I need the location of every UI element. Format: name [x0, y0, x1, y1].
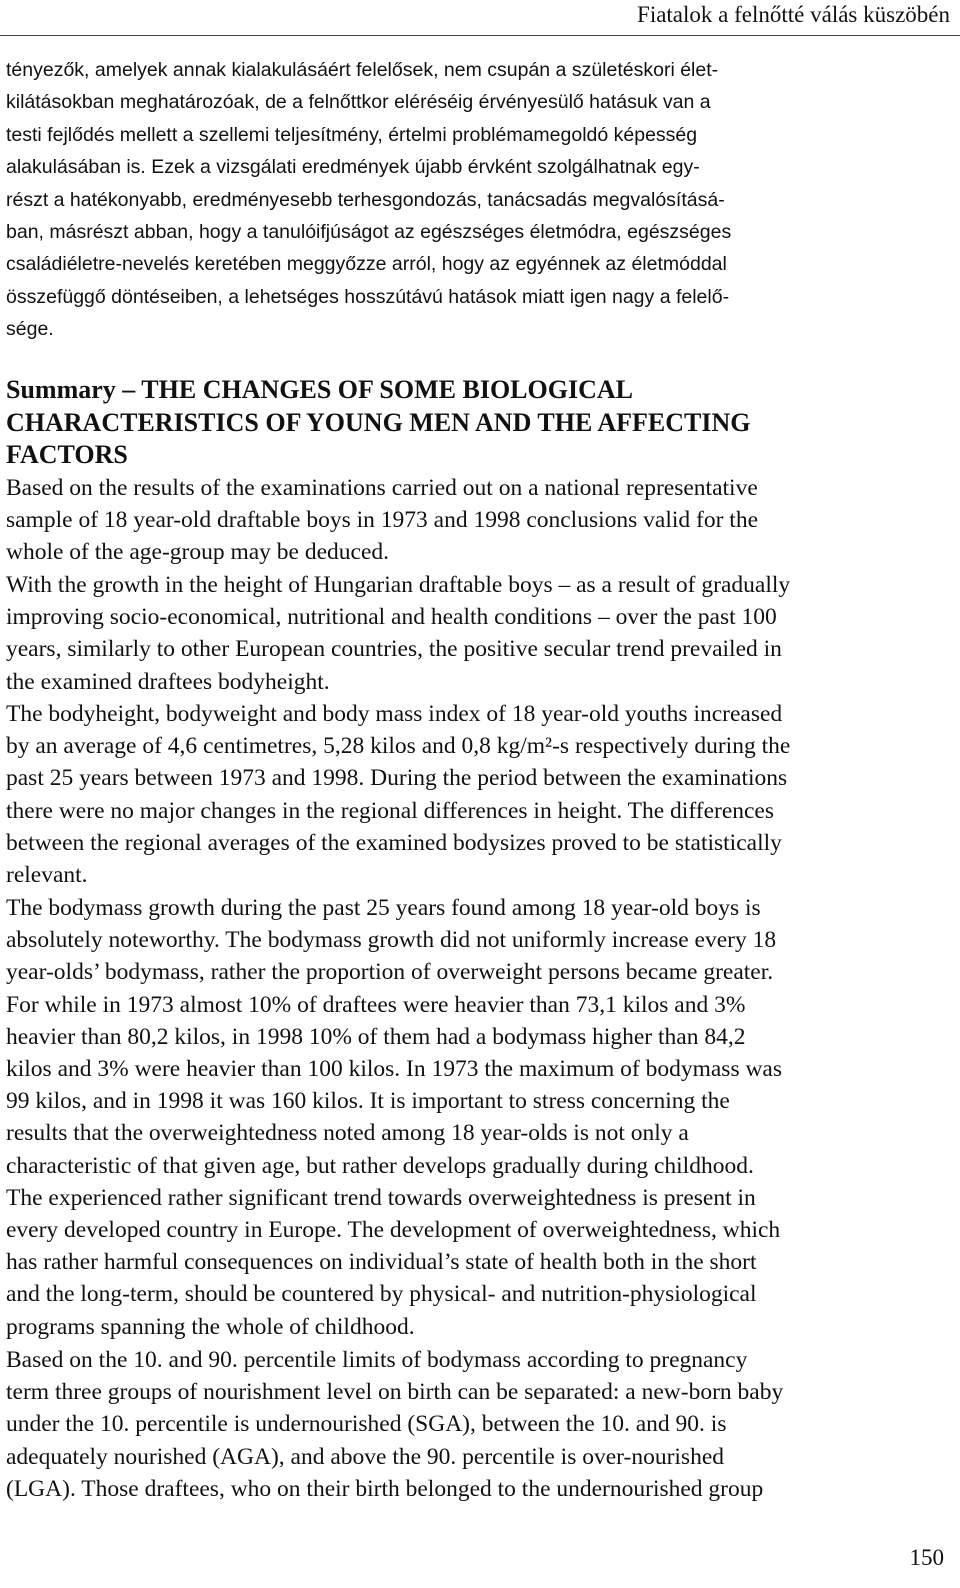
text-line: improving socio-economical, nutritional and health conditions – over the past 100 — [6, 604, 777, 631]
text-line: részt a hatékonyabb, eredményesebb terhesgondozás, tanácsadás megvalósításá- — [6, 188, 725, 211]
text-line: whole of the age-group may be deduced. — [6, 539, 390, 566]
heading-line: Summary – THE CHANGES OF SOME BIOLOGICAL — [6, 375, 633, 404]
text-line: between the regional averages of the examined bodysizes proved to be statistically — [6, 829, 782, 856]
text-line: adequately nourished (AGA), and above the 90. percentile is over-nourished — [6, 1443, 725, 1470]
text-line: összefüggő döntéseiben, a lehetséges hosszútávú hatások miatt igen nagy a felelő- — [6, 285, 730, 308]
text-line: Based on the 10. and 90. percentile limits of bodymass according to pregnancy — [6, 1347, 748, 1373]
page-number: 150 — [909, 1545, 944, 1570]
heading-line: CHARACTERISTICS OF YOUNG MEN AND THE AFFECTING — [6, 407, 751, 437]
text-line: year-olds’ bodymass, rather the proportion of overweight persons became greater. — [6, 959, 774, 986]
text-line: ban, másrészt abban, hogy a tanulóifjúságot az egészséges életmódra, egészséges — [6, 221, 732, 244]
text-line: (LGA). Those draftees, who on their birth belonged to the undernourished group — [6, 1475, 764, 1502]
text-line: The experienced rather significant trend towards overweightedness is present in — [6, 1184, 756, 1211]
text-line: kilátásokban meghatározóak, de a felnőttkor eléréséig érvényesülő hatásuk van a — [6, 91, 711, 114]
text-line: The bodyheight, bodyweight and body mass index of 18 year-old youths increased — [6, 701, 783, 727]
hungarian-paragraph — [6, 54, 950, 346]
summary-paragraph-3 — [6, 698, 950, 891]
running-head-text: Fiatalok a felnőtté válás küszöbén — [637, 2, 950, 27]
text-line: testi fejlődés mellett a szellemi teljesítmény, értelmi problémamegoldó képesség — [6, 123, 698, 146]
text-line: relevant. — [6, 862, 88, 889]
text-line: has rather harmful consequences on individual’s state of health both in the short — [6, 1249, 757, 1276]
text-line: every developed country in Europe. The development of overweightedness, which — [6, 1217, 781, 1244]
text-line: 99 kilos, and in 1998 it was 160 kilos. It is important to stress concerning the — [6, 1088, 730, 1115]
summary-paragraph-5 — [6, 1344, 950, 1505]
text-line: characteristic of that given age, but rather develops gradually during childhood. — [6, 1152, 754, 1179]
text-line: and the long-term, should be countered by physical- and nutrition-physiological — [6, 1281, 757, 1308]
text-line: The bodymass growth during the past 25 years found among 18 year-old boys is — [6, 895, 761, 921]
text-line: sample of 18 year-old draftable boys in 1973 and 1998 conclusions valid for the — [6, 507, 758, 534]
text-line: results that the overweightedness noted among 18 year-olds is not only a — [6, 1120, 689, 1147]
text-line: alakulásában is. Ezek a vizsgálati eredmények újabb érvként szolgálhatnak egy- — [6, 156, 700, 179]
text-line: by an average of 4,6 centimetres, 5,28 kilos and 0,8 kg/m²-s respectively during the — [6, 733, 791, 760]
text-line: past 25 years between 1973 and 1998. During the period between the examinations — [6, 765, 788, 792]
text-line: családiéletre-nevelés keretében meggyőzze arról, hogy az egyénnek az életmóddal — [6, 253, 727, 276]
summary-paragraph-1 — [6, 472, 950, 569]
text-line: term three groups of nourishment level on birth can be separated: a new-born baby — [6, 1379, 784, 1406]
text-line: under the 10. percentile is undernourished (SGA), between the 10. and 90. is — [6, 1411, 727, 1438]
text-line: kilos and 3% were heavier than 100 kilos. In 1973 the maximum of bodymass was — [6, 1056, 783, 1083]
text-line: For while in 1973 almost 10% of draftees were heavier than 73,1 kilos and 3% — [6, 991, 746, 1018]
text-line: heavier than 80,2 kilos, in 1998 10% of them had a bodymass higher than 84,2 — [6, 1023, 746, 1050]
text-line: sége. — [6, 318, 54, 341]
text-line: tényezők, amelyek annak kialakulásáért felelősek, nem csupán a születéskori élet- — [6, 59, 719, 81]
heading-line: FACTORS — [6, 440, 128, 469]
running-head — [0, 0, 960, 36]
text-line: programs spanning the whole of childhood. — [6, 1313, 415, 1340]
text-line: there were no major changes in the regional differences in height. The differences — [6, 797, 775, 824]
text-line: years, similarly to other European countries, the positive secular trend prevailed in — [6, 636, 782, 663]
text-line: absolutely noteworthy. The bodymass growth did not uniformly increase every 18 — [6, 927, 777, 954]
summary-paragraph-2 — [6, 569, 950, 698]
text-line: the examined draftees bodyheight. — [6, 668, 330, 695]
summary-paragraph-4 — [6, 892, 950, 1343]
summary-heading — [6, 374, 950, 472]
text-line: Based on the results of the examinations carried out on a national representative — [6, 475, 758, 501]
text-line: With the growth in the height of Hungarian draftable boys – as a result of gradually — [6, 572, 791, 598]
